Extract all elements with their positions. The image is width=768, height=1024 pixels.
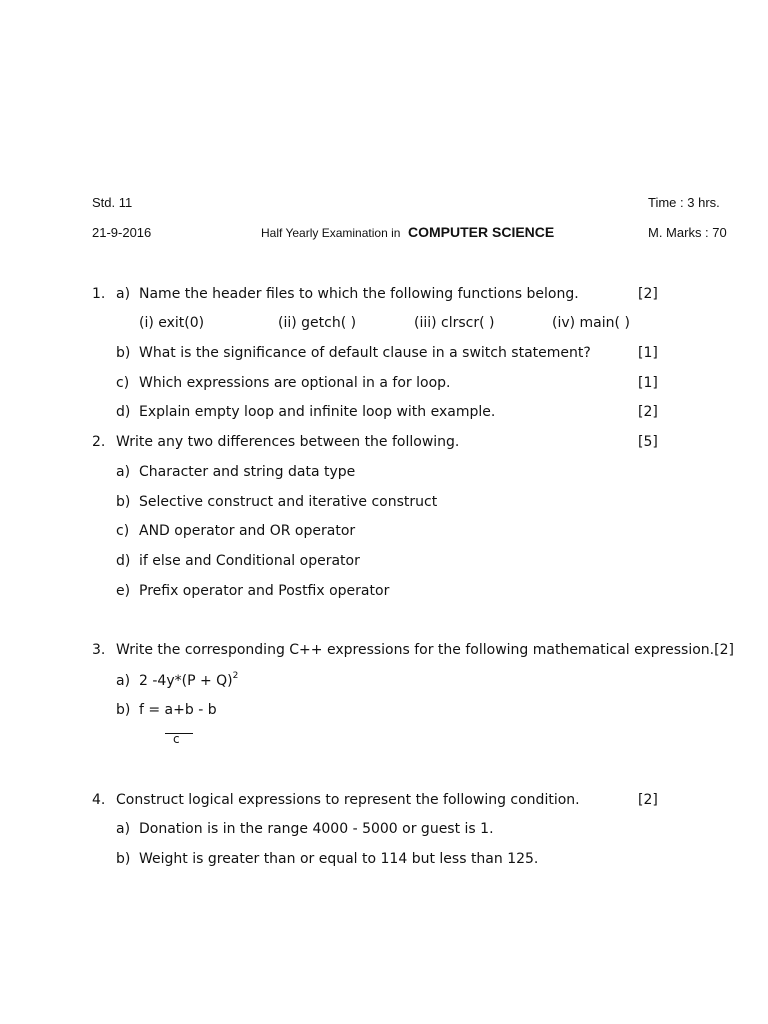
sub-question-label: c) [116, 523, 130, 539]
question-number: 2. [92, 434, 106, 450]
marks-label: [5] [638, 434, 658, 450]
sub-question-label: c) [116, 375, 130, 391]
marks-label: [1] [638, 345, 658, 361]
sub-question-label: b) [116, 494, 131, 510]
sub-question-label: d) [116, 404, 131, 420]
sub-question-text: Weight is greater than or equal to 114 but less than 125. [139, 851, 539, 867]
sub-question-text: What is the significance of default clause in a switch statement? [139, 345, 591, 361]
sub-question-text: AND operator and OR operator [139, 523, 356, 539]
sub-question-label: d) [116, 553, 131, 569]
sub-question-label: a) [116, 464, 131, 480]
function-option: (ii) getch( ) [278, 315, 357, 331]
function-option: (i) exit(0) [139, 315, 205, 331]
question-number: 3. [92, 642, 106, 658]
math-expression [139, 672, 238, 690]
exam-date: 21-9-2016 [92, 225, 152, 240]
fraction-denominator: c [173, 732, 180, 746]
subject-title: COMPUTER SCIENCE [408, 224, 555, 240]
exponent: 2 [232, 671, 239, 681]
sub-question-label: b) [116, 345, 131, 361]
function-option: (iv) main( ) [552, 315, 630, 331]
sub-question-text: Explain empty loop and infinite loop with example. [139, 404, 496, 420]
sub-question-text: Donation is in the range 4000 - 5000 or guest is 1. [139, 821, 494, 837]
question-text: Write the corresponding C++ expressions for the following mathematical expression.[2] [116, 642, 734, 658]
sub-question-text: Character and string data type [139, 464, 356, 480]
sub-question-label: a) [116, 821, 131, 837]
math-expression: f = a+b - b [139, 702, 217, 718]
exam-title-prefix: Half Yearly Examination in [261, 226, 401, 240]
question-number: 1. [92, 286, 106, 302]
standard-label: Std. 11 [92, 195, 133, 210]
function-option: (iii) clrscr( ) [414, 315, 495, 331]
sub-question-text: Prefix operator and Postfix operator [139, 583, 390, 599]
sub-question-label: b) [116, 851, 131, 867]
marks-label: [2] [638, 404, 658, 420]
sub-question-label: a) [116, 286, 131, 302]
max-marks-label: M. Marks : 70 [648, 225, 727, 240]
question-text: Construct logical expressions to represent the following condition. [116, 792, 580, 808]
sub-question-label: b) [116, 702, 131, 718]
sub-question-text: if else and Conditional operator [139, 553, 360, 569]
expression-base: 2 -4y*(P + Q) [139, 673, 233, 689]
sub-question-label: a) [116, 673, 131, 689]
time-label: Time : 3 hrs. [648, 195, 720, 210]
sub-question-text: Selective construct and iterative construct [139, 494, 438, 510]
marks-label: [1] [638, 375, 658, 391]
sub-question-text: Name the header files to which the following functions belong. [139, 286, 579, 302]
sub-question-text: Which expressions are optional in a for loop. [139, 375, 451, 391]
question-text: Write any two differences between the following. [116, 434, 460, 450]
question-number: 4. [92, 792, 106, 808]
marks-label: [2] [638, 792, 658, 808]
sub-question-label: e) [116, 583, 131, 599]
marks-label: [2] [638, 286, 658, 302]
